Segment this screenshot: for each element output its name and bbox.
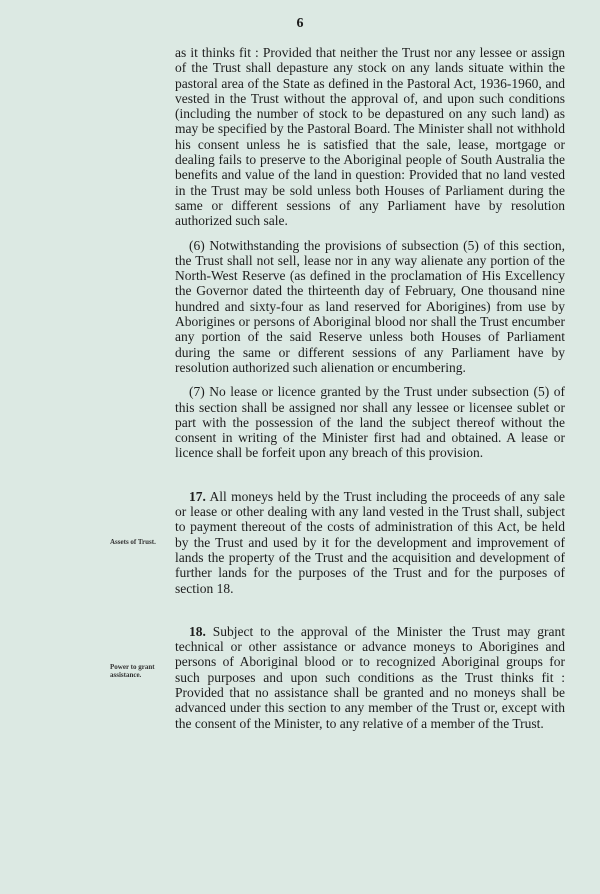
margin-note-power-to-grant-assistance: Power to grant assistance. (110, 663, 155, 679)
section-17-text: All moneys held by the Trust including the proceeds of any sale or lease or other dealing with any land vested in the Trust shall, subject to payment thereout of the costs of administration of this Act, be held by the Trust and used by it for the development and improvement of lands the property of the Trust and the acquisition and development of further lands for the purposes of the Trust and for the purposes of section 18. (175, 488, 565, 596)
page-number: 6 (296, 16, 304, 31)
paragraph-subsection-6: (6) Notwithstanding the provisions of subsection (5) of this section, the Trust shall not sell, lease nor in any way alienate any portion of the North-West Reserve (as defined in the proclamation of His Excellency the Governor dated the thirteenth day of February, One thousand nine hundred and sixty-four as land reserved for Aborigines) from use by Aborigines or persons of Aboriginal blood nor shall the Trust encumber any portion of the said Reserve unless both Houses of Parliament during the same or different sessions of any Parliament have by resolution authorized such alienation or encumbering. (175, 237, 565, 375)
body-text (175, 45, 565, 731)
section-17 (175, 489, 565, 596)
paragraph-continued: as it thinks fit : Provided that neither the Trust nor any lessee or assign of the Trust shall depasture any stock on any lands situate within the pastoral area of the State as defined in the Pastoral Act, 1936-1960, and vested in the Trust without the approval of, and upon such conditions (including the number of stock to be depastured on any such land) as may be specified by the Pastoral Board. The Minister shall not withhold his consent unless he is satisfied that the sale, lease, mortgage or dealing fails to preserve to the Aboriginal people of South Australia the benefits and value of the land in question: Provided that no land vested in the Trust may be sold unless both Houses of Parliament during the same or different sessions of any Parliament have by resolution authorized such sale. (175, 45, 565, 229)
section-18-text: Subject to the approval of the Minister the Trust may grant technical or other assistance or advance moneys to Aborigines and persons of Aboriginal blood or to recognized Aboriginal groups for such purposes and upon such conditions as the Trust thinks fit : Provided that no assistance shall be granted and no moneys shall be advanced under this section to any member of the Trust or, except with the consent of the Minister, to any relative of a member of the Trust. (175, 623, 565, 731)
section-17-number: 17. (189, 488, 206, 504)
margin-note-assets-of-trust: Assets of Trust. (110, 538, 156, 546)
section-18 (175, 624, 565, 731)
paragraph-subsection-7: (7) No lease or licence granted by the Trust under subsection (5) of this section shall be assigned nor shall any lessee or licensee sublet or part with the possession of the land the subject thereof without the consent in writing of the Minister first had and obtained. A lease or licence shall be forfeit upon any breach of this provision. (175, 384, 565, 461)
section-18-number: 18. (189, 623, 206, 639)
